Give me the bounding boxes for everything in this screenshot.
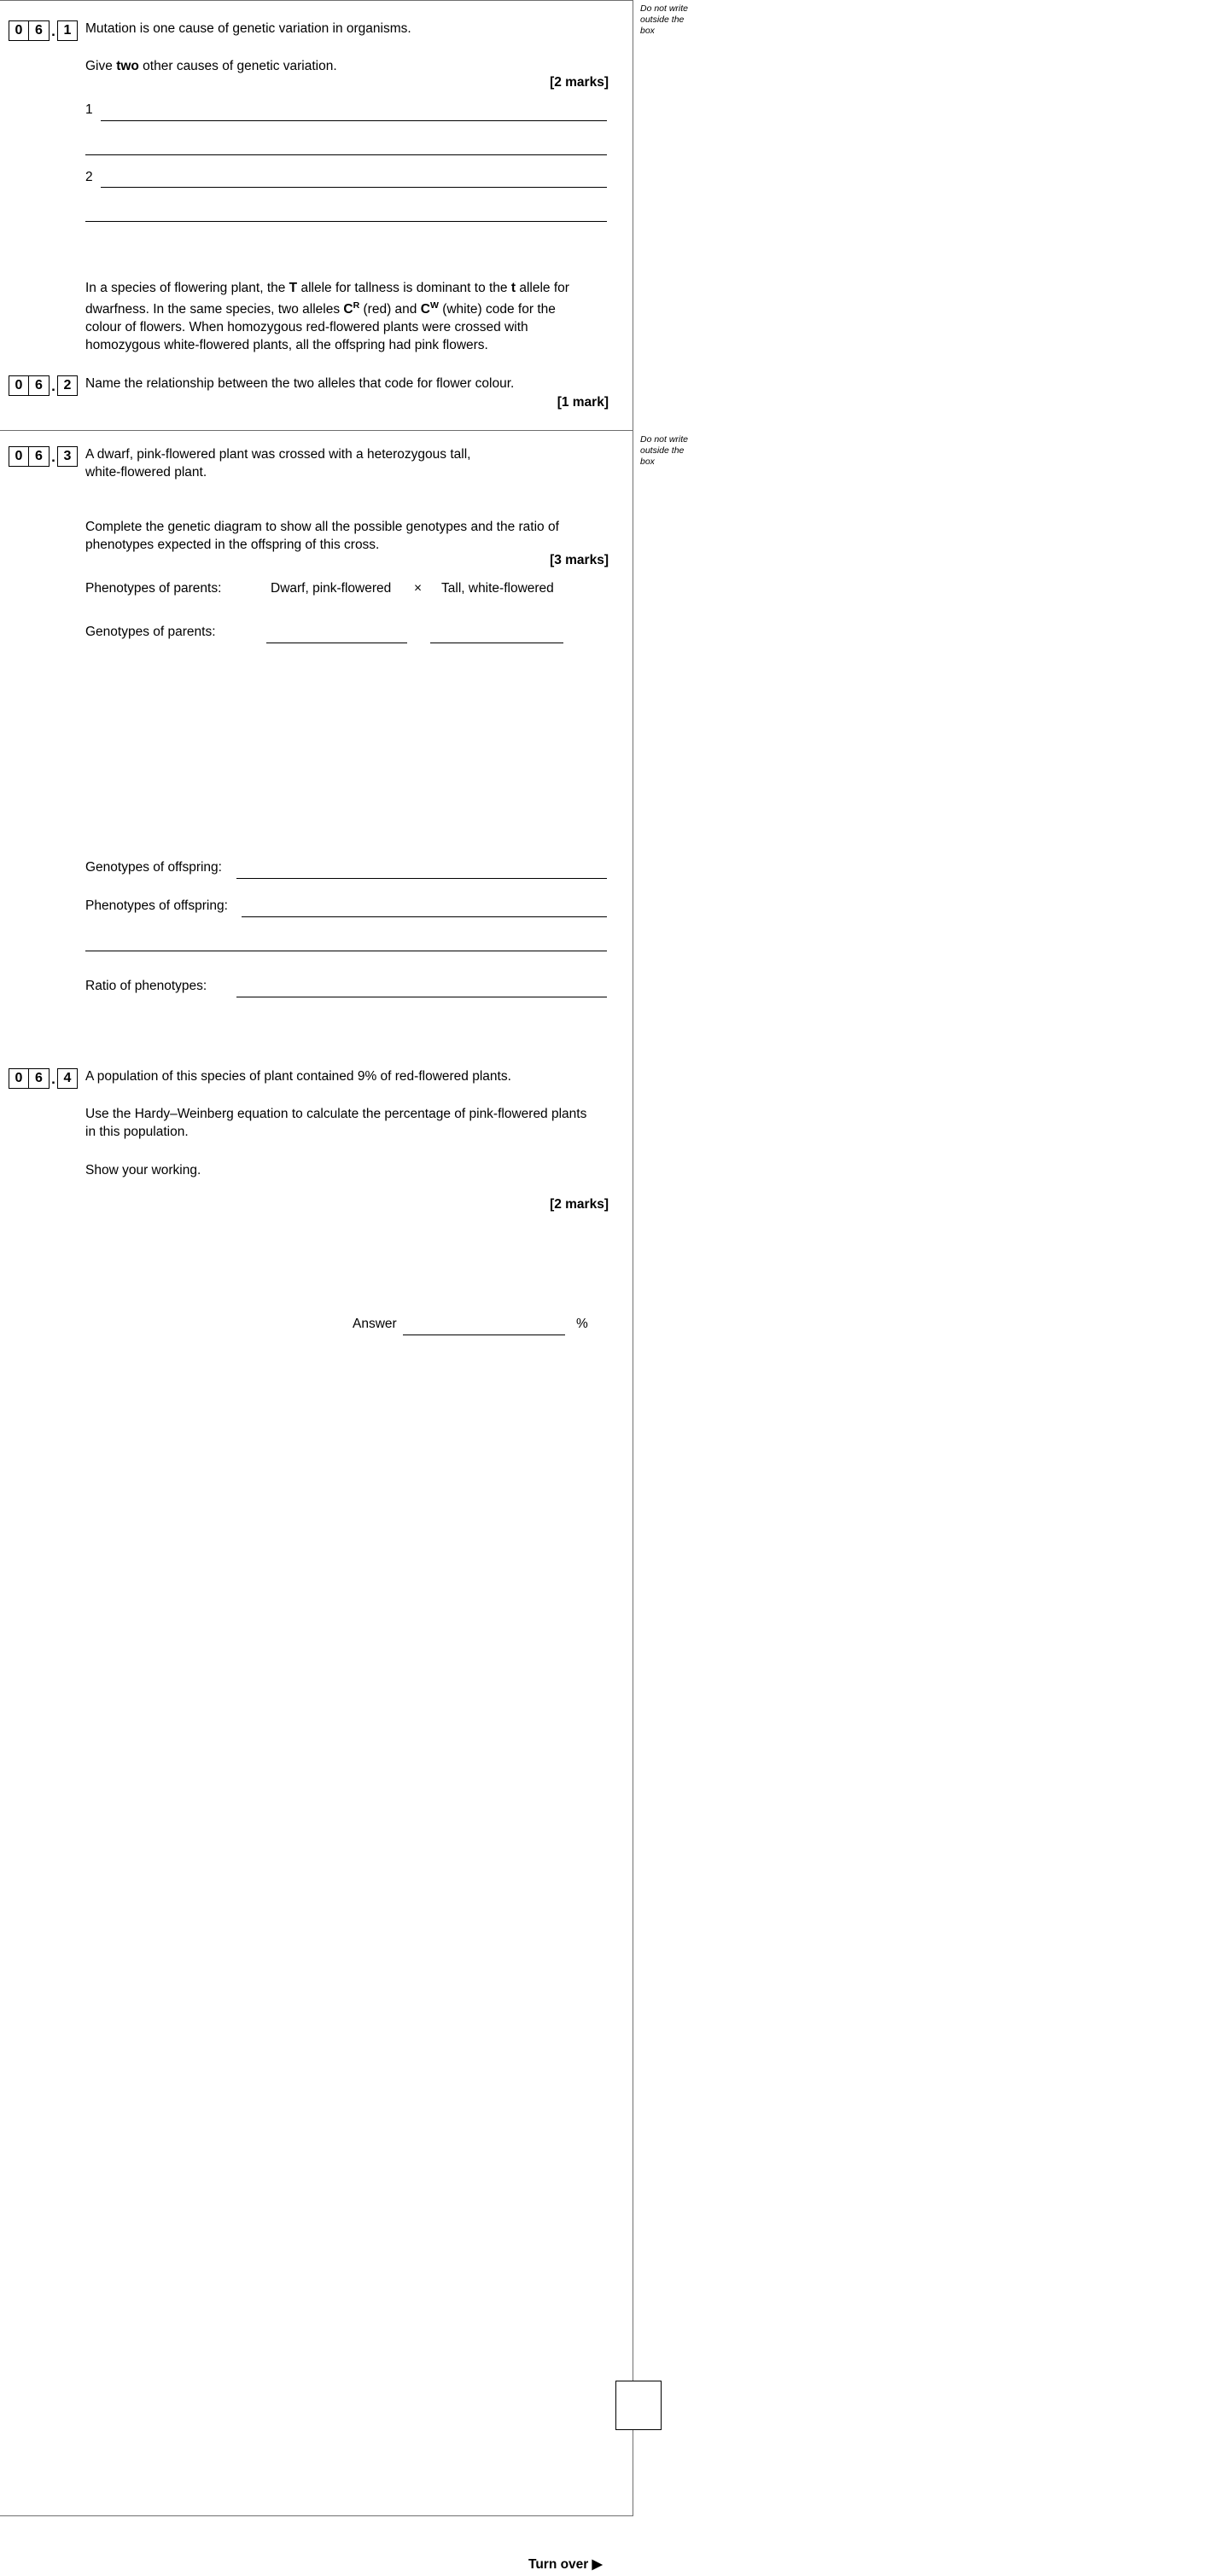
- margin-note-line-2: outside the: [640, 15, 685, 25]
- ctx-l2c: (white) code for the: [438, 302, 556, 317]
- ctx-l4: homozygous white-flowered plants, all the offspring had pink flowers.: [85, 338, 488, 353]
- qnum3-digit-1: 0: [9, 446, 29, 467]
- ctx-allele-CW-sup: W: [429, 300, 439, 311]
- qnum-subpart: 1: [57, 20, 78, 41]
- ctx-l1a: In a species of flowering plant, the: [85, 281, 289, 295]
- ctx-allele-T: T: [289, 281, 298, 295]
- question-number-06-1: [9, 18, 78, 44]
- genotypes-of-offspring-input[interactable]: [236, 878, 607, 879]
- margin-note-2-line-3: box: [640, 456, 655, 467]
- qnum2-dot: .: [51, 378, 55, 394]
- instruction-post: other causes of genetic variation.: [138, 59, 337, 73]
- q06-1-stem: Mutation is one cause of genetic variation in organisms.: [85, 21, 411, 36]
- ctx-allele-CR: [343, 302, 359, 317]
- q06-2-marks: [1 mark]: [557, 395, 609, 410]
- ctx-l1b: allele for tallness is dominant to the: [297, 281, 511, 295]
- genotypes-of-parents-label: Genotypes of parents:: [85, 625, 216, 639]
- qnum-dot: .: [51, 23, 55, 39]
- qnum2-digit-1: 0: [9, 375, 29, 396]
- qnum2-subpart: 2: [57, 375, 78, 396]
- q06-4-stem: A population of this species of plant contained 9% of red-flowered plants.: [85, 1069, 511, 1084]
- phenotypes-of-offspring-input[interactable]: [242, 916, 607, 917]
- q06-3-marks: [3 marks]: [550, 553, 609, 567]
- qnum3-dot: .: [51, 449, 55, 465]
- phenotypes-of-parents-label: Phenotypes of parents:: [85, 581, 222, 596]
- margin-note-2-line-1: Do not write: [640, 434, 689, 445]
- answer-unit-percent: %: [576, 1317, 588, 1331]
- qnum4-digit-1: 0: [9, 1068, 29, 1089]
- margin-note-line-1: Do not write: [640, 3, 689, 14]
- ctx-l1c: allele for: [516, 281, 569, 295]
- q06-3-stem: [85, 445, 610, 481]
- ctx-allele-CR-base: C: [343, 302, 353, 317]
- margin-note-2-line-2: outside the: [640, 445, 685, 456]
- answer-line-1a[interactable]: [101, 120, 607, 121]
- answer-number-1: 1: [85, 102, 93, 117]
- q06-1-instruction: [85, 57, 610, 75]
- margin-note-line-3: box: [640, 26, 655, 36]
- q06-context-paragraph: [85, 279, 610, 354]
- qnum3-digit-2: 6: [29, 446, 50, 467]
- instruction-bold: two: [116, 59, 139, 73]
- qnum-digit-2: 6: [29, 20, 50, 41]
- qnum4-digit-2: 6: [29, 1068, 50, 1089]
- parent2-phenotype: Tall, white-flowered: [441, 581, 554, 596]
- ctx-allele-t: t: [510, 281, 516, 295]
- ctx-l2b: (red) and: [359, 302, 421, 317]
- q06-2-stem: Name the relationship between the two alleles that code for flower colour.: [85, 376, 515, 391]
- q06-1-marks: [2 marks]: [550, 75, 609, 90]
- q06-4-instr-line1: Use the Hardy–Weinberg equation to calculate the percentage of pink-flowered plants: [85, 1107, 587, 1121]
- marks-tally-box: [615, 2381, 662, 2430]
- phenotypes-of-offspring-label: Phenotypes of offspring:: [85, 898, 228, 913]
- cross-symbol: ×: [414, 581, 423, 596]
- q06-4-marks: [2 marks]: [550, 1197, 609, 1212]
- q06-3-instr-line1: Complete the genetic diagram to show all the possible genotypes and the ratio of: [85, 520, 559, 534]
- parent1-phenotype: Dwarf, pink-flowered: [271, 581, 392, 596]
- question-number-06-2: [9, 373, 78, 398]
- answer-number-2: 2: [85, 170, 93, 184]
- q06-4-show-working: Show your working.: [85, 1163, 201, 1178]
- answer-label: Answer: [353, 1317, 397, 1331]
- qnum3-subpart: 3: [57, 446, 78, 467]
- instruction-pre: Give: [85, 59, 117, 73]
- q06-3-instruction: [85, 518, 610, 554]
- turn-over-label: Turn over ▶: [528, 2557, 603, 2572]
- ctx-allele-CW: [421, 302, 439, 317]
- question-block-2: [0, 431, 633, 2516]
- qnum-digit-1: 0: [9, 20, 29, 41]
- q06-4-instruction: [85, 1105, 610, 1141]
- ctx-allele-CR-sup: R: [353, 300, 360, 311]
- q06-4-instr-line2: in this population.: [85, 1125, 189, 1139]
- answer-line-1b[interactable]: [85, 154, 607, 155]
- ratio-of-phenotypes-label: Ratio of phenotypes:: [85, 979, 207, 993]
- margin-note-top: [640, 3, 708, 37]
- question-number-06-3: [9, 444, 78, 469]
- qnum2-digit-2: 6: [29, 375, 50, 396]
- ctx-allele-CW-base: C: [420, 302, 430, 317]
- ctx-l2a: dwarfness. In the same species, two alleles: [85, 302, 344, 317]
- qnum4-subpart: 4: [57, 1068, 78, 1089]
- q06-3-stem-line2: white-flowered plant.: [85, 465, 207, 480]
- answer-line-2a[interactable]: [101, 187, 607, 188]
- margin-note-second: [640, 434, 708, 468]
- q06-3-stem-line1: A dwarf, pink-flowered plant was crossed with a heterozygous tall,: [85, 447, 471, 462]
- ctx-l3: colour of flowers. When homozygous red-flowered plants were crossed with: [85, 320, 528, 335]
- answer-line-2b[interactable]: [85, 221, 607, 222]
- q06-3-instr-line2: phenotypes expected in the offspring of this cross.: [85, 538, 380, 552]
- question-number-06-4: [9, 1066, 78, 1091]
- question-block-1: [0, 0, 633, 431]
- genotypes-of-offspring-label: Genotypes of offspring:: [85, 860, 222, 875]
- qnum4-dot: .: [51, 1071, 55, 1087]
